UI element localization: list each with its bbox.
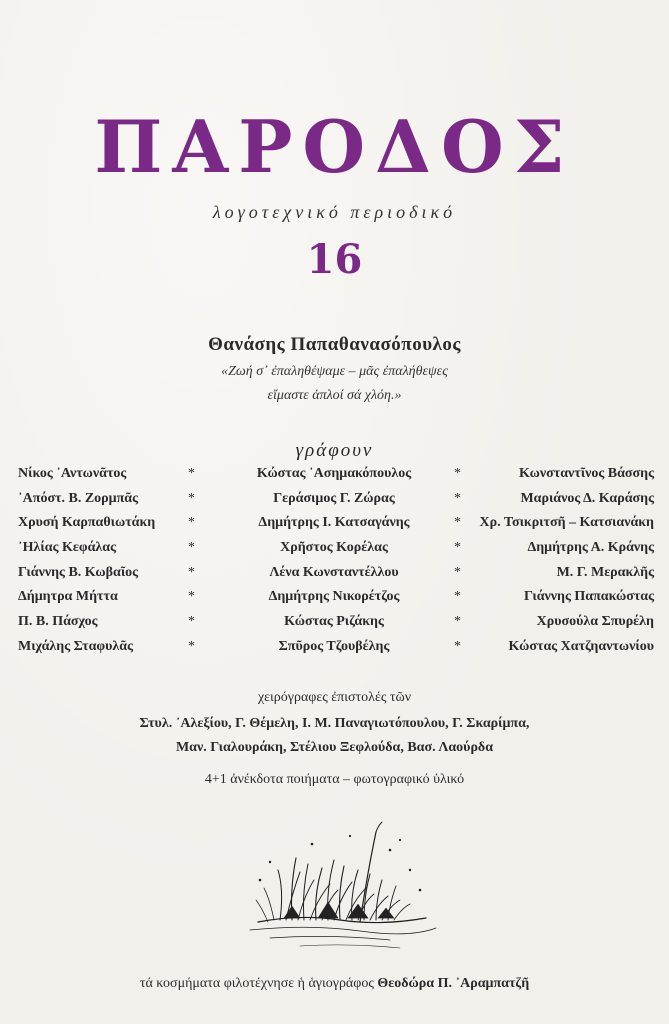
contributors-list	[18, 466, 654, 664]
letters-names-line-2: Μαν. Γιαλουράκη, Στέλιου Ξεφλούδα, Βασ. Λαούρδα	[175, 740, 494, 755]
contributor-row	[18, 614, 654, 639]
separator-asterisk: *	[454, 589, 461, 605]
contributor-name: ᾽Ηλίας Κεφάλας	[18, 540, 117, 556]
contributor-name: Γεράσιμος Γ. Ζώρας	[273, 490, 395, 506]
grass-illustration	[240, 810, 440, 960]
contributor-name: Νίκος ᾽Αντωνᾶτος	[18, 466, 127, 481]
letters-names-line-1: Στυλ. ᾽Αλεξίου, Γ. Θέμελη, Ι. Μ. Παναγιωτόπουλου, Γ. Σκαρίμπα,	[139, 716, 530, 731]
contributor-name: Κώστας ᾽Ασημακόπουλος	[256, 466, 412, 481]
extras-note: 4+1 ἀνέκδοτα ποιήματα – φωτογραφικό ὑλικό	[204, 772, 465, 787]
issue-number: 16	[306, 236, 363, 283]
contributor-row	[18, 515, 654, 540]
contributor-row	[18, 639, 654, 664]
contributor-name: Κώστας Χατζηαντωνίου	[508, 638, 654, 654]
contributor-name: Μιχάλης Σταφυλᾶς	[18, 638, 134, 654]
credit-text: τά κοσμήματα φιλοτέχνησε ἡ ἁγιογράφος	[139, 976, 378, 991]
separator-asterisk: *	[188, 589, 195, 605]
contributor-name: Σπῦρος Τζουβέλης	[278, 638, 390, 654]
contributor-name: Χρῆστος Κορέλας	[280, 540, 388, 556]
separator-asterisk: *	[188, 540, 195, 556]
separator-asterisk: *	[454, 466, 461, 481]
contributor-row	[18, 540, 654, 565]
featured-quote-line-1: «Ζωή σ᾽ ἐπαληθέψαμε – μᾶς ἐπαλήθεψες	[221, 364, 448, 379]
contributor-name: Λένα Κωνσταντέλλου	[269, 564, 399, 580]
featured-quote-line-2: εἴμαστε ἁπλοί σά χλόη.»	[267, 388, 402, 403]
contributor-name: Γιάννης Β. Κωβαῖος	[18, 564, 139, 580]
contributor-name: Δημήτρης Νικορέτζος	[268, 589, 400, 605]
separator-asterisk: *	[454, 638, 461, 654]
magazine-subtitle: λογοτεχνικό περιοδικό	[212, 202, 457, 222]
contributor-name: Δημήτρης Α. Κράνης	[527, 540, 654, 556]
contributor-name: Δήμητρα Μήττα	[18, 589, 118, 605]
credit-artist: Θεοδώρα Π. ᾽Αραμπατζῆ	[377, 976, 530, 991]
separator-asterisk: *	[454, 564, 461, 580]
letters-heading: χειρόγραφες ἐπιστολές τῶν	[257, 690, 412, 705]
contributor-name: Δημήτρης Ι. Κατσαγάνης	[258, 515, 410, 531]
contributor-name: Χρυσούλα Σπυρέλη	[536, 614, 654, 630]
contributor-name: Κωνσταντῖνος Βάσσης	[519, 466, 654, 481]
separator-asterisk: *	[188, 564, 195, 580]
contributor-name: Μ. Γ. Μερακλῆς	[556, 564, 654, 580]
separator-asterisk: *	[188, 466, 195, 481]
separator-asterisk: *	[454, 614, 461, 630]
contributor-row	[18, 565, 654, 590]
separator-asterisk: *	[188, 490, 195, 506]
contributor-row	[18, 491, 654, 516]
separator-asterisk: *	[188, 614, 195, 630]
featured-author: Θανάσης Παπαθανασόπουλος	[208, 334, 461, 355]
contributor-name: ᾽Απόστ. Β. Ζορμπᾶς	[18, 490, 139, 506]
contributor-name: Κώστας Ριζάκης	[284, 614, 384, 630]
contributor-row	[18, 466, 654, 491]
magazine-title: ΠΑΡΟΔΟΣ	[94, 104, 575, 189]
separator-asterisk: *	[188, 515, 195, 531]
contributor-name: Π. Β. Πάσχος	[18, 614, 98, 630]
credit-line	[0, 976, 669, 992]
separator-asterisk: *	[454, 515, 461, 531]
contributor-name: Χρ. Τσικριτσῆ – Κατσιανάκη	[479, 515, 654, 531]
contributors-heading: γράφουν	[295, 440, 374, 461]
contributor-name: Χρυσή Καρπαθιωτάκη	[18, 515, 156, 531]
contributor-row	[18, 589, 654, 614]
separator-asterisk: *	[454, 490, 461, 506]
contributor-name: Μαριάνος Δ. Καράσης	[520, 490, 654, 506]
separator-asterisk: *	[454, 540, 461, 556]
separator-asterisk: *	[188, 638, 195, 654]
contributor-name: Γιάννης Παπακώστας	[523, 589, 654, 605]
